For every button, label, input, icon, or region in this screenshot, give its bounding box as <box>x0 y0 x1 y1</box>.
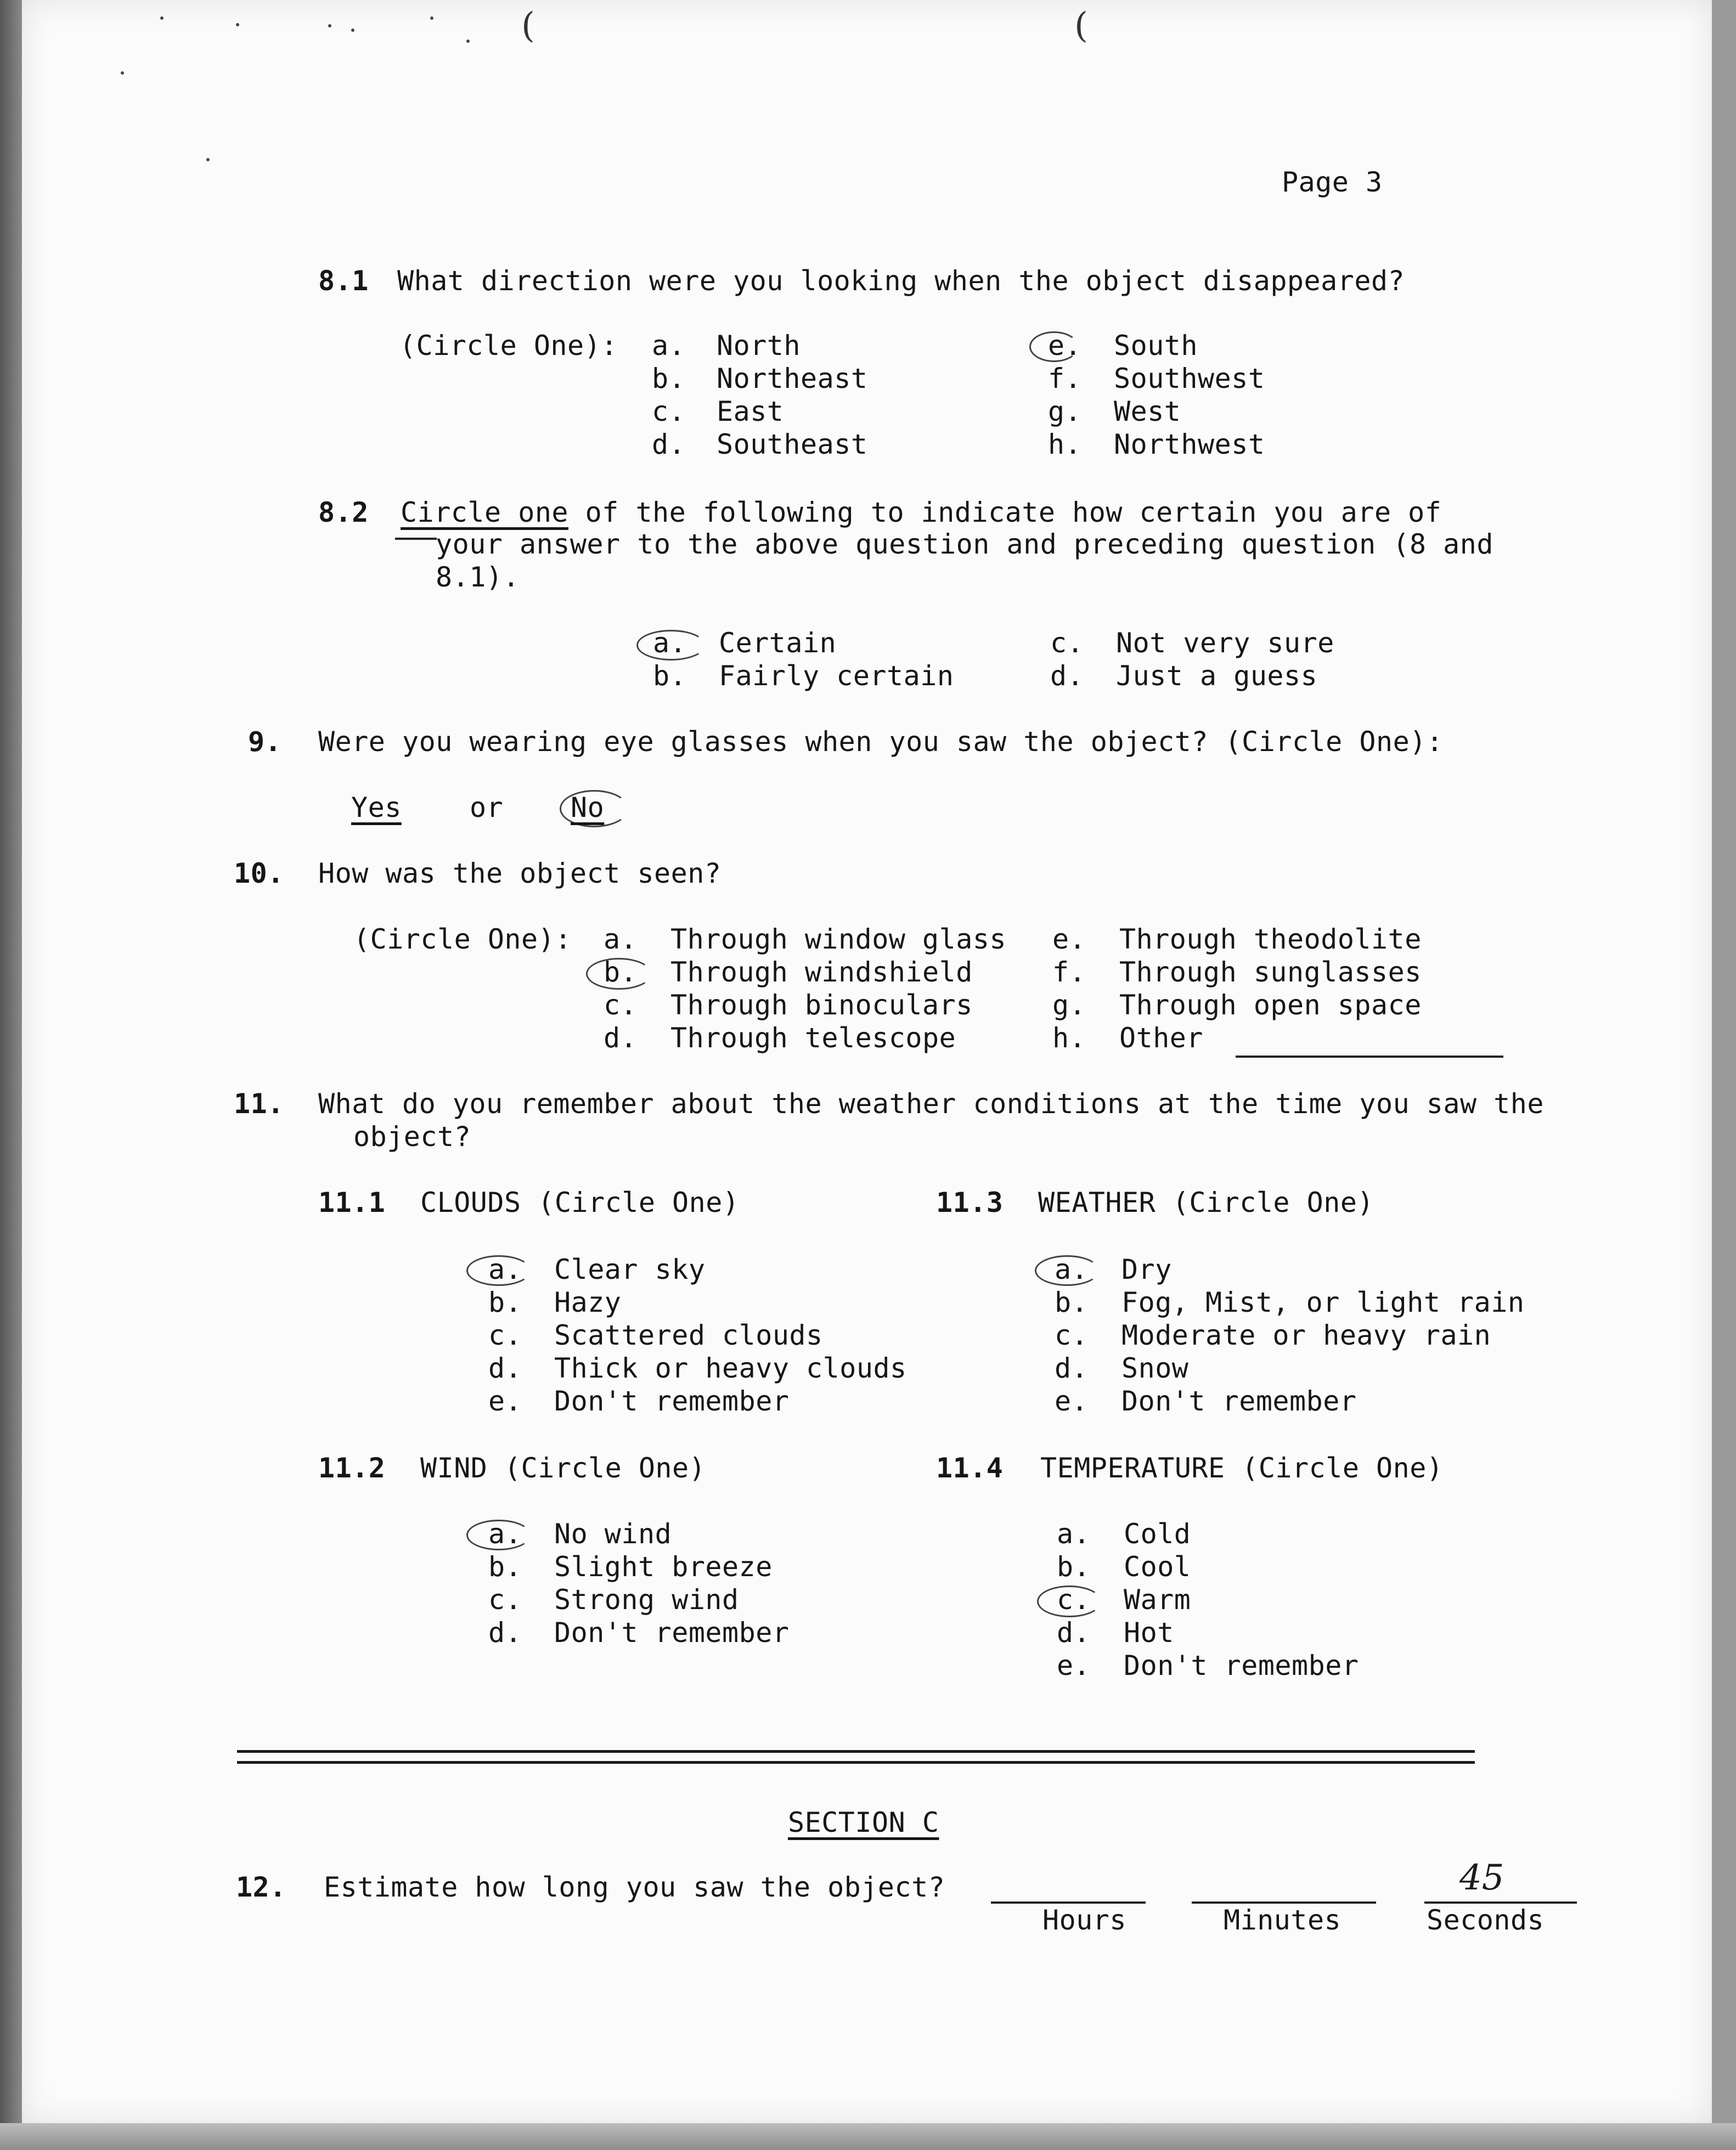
section-title: SECTION C <box>788 1807 939 1838</box>
subquestion-title: TEMPERATURE (Circle One) <box>1040 1452 1444 1484</box>
option-letter: d. <box>1050 660 1084 692</box>
question-text-line2: object? <box>353 1121 471 1153</box>
question-text: Were you wearing eye glasses when you saw the object? (Circle One): <box>318 726 1444 758</box>
option-label: Don't remember <box>1121 1385 1357 1417</box>
question-text: How was the object seen? <box>318 857 722 889</box>
option-label: Northeast <box>717 363 868 394</box>
option-letter: g. <box>1052 989 1086 1021</box>
option-letter: a. <box>653 627 687 659</box>
answer-no: No <box>571 792 605 823</box>
option-label: No wind <box>554 1518 672 1550</box>
option-letter: b. <box>1055 1286 1089 1318</box>
option-letter: c. <box>488 1584 522 1616</box>
option-letter: b. <box>1057 1551 1091 1583</box>
option-letter: b. <box>653 660 687 692</box>
option-label: Hot <box>1124 1617 1174 1649</box>
option-letter: d. <box>1055 1352 1089 1384</box>
question-number: 9. <box>248 726 282 758</box>
option-letter: a. <box>1055 1254 1089 1285</box>
option-label: Southwest <box>1114 363 1265 394</box>
option-letter: a. <box>1057 1518 1091 1550</box>
answer-or: or <box>470 792 504 823</box>
question-text-rest: of the following to indicate how certain you are of <box>568 496 1442 528</box>
option-letter: e. <box>488 1385 522 1417</box>
circle-instruction: (Circle One): <box>353 923 572 955</box>
option-letter: d. <box>1057 1617 1091 1649</box>
page-number: Page 3 <box>1282 166 1383 198</box>
speck-mark <box>430 16 433 20</box>
option-label: South <box>1114 330 1198 362</box>
subquestion-title: WIND (Circle One) <box>420 1452 706 1484</box>
option-label: Scattered clouds <box>554 1319 823 1351</box>
hours-label: Hours <box>1042 1904 1127 1936</box>
option-label: Through sunglasses <box>1119 956 1422 988</box>
option-label: Dry <box>1121 1254 1172 1285</box>
underlined-phrase: Circle one <box>401 496 569 528</box>
option-letter: c. <box>652 396 686 427</box>
option-label: Slight breeze <box>554 1551 773 1583</box>
option-letter: a. <box>488 1254 522 1285</box>
option-letter: e. <box>1048 330 1082 362</box>
scan-bottom-edge <box>0 2123 1736 2150</box>
option-label: Clear sky <box>554 1254 706 1285</box>
answer-yes: Yes <box>351 792 402 823</box>
question-text-line3: 8.1). <box>436 561 520 593</box>
option-label: North <box>717 330 801 362</box>
option-letter: d. <box>652 428 686 460</box>
question-text: What direction were you looking when the object disappeared? <box>397 265 1405 297</box>
option-label: Through open space <box>1119 989 1422 1021</box>
option-letter: a. <box>488 1518 522 1550</box>
option-label: Warm <box>1124 1584 1191 1616</box>
option-letter: c. <box>604 989 638 1021</box>
option-label: Moderate or heavy rain <box>1121 1319 1491 1351</box>
speck-mark <box>121 71 124 75</box>
stray-paren-mark: ( <box>1074 5 1088 46</box>
question-number: 8.2 <box>318 496 369 528</box>
subquestion-number: 11.1 <box>318 1187 386 1218</box>
speck-mark <box>206 158 210 161</box>
option-letter: h. <box>1052 1022 1086 1054</box>
option-label: Don't remember <box>1124 1650 1359 1681</box>
question-text: Estimate how long you saw the object? <box>324 1871 945 1903</box>
speck-mark <box>160 16 164 20</box>
subquestion-title: WEATHER (Circle One) <box>1038 1187 1374 1218</box>
option-label: Just a guess <box>1116 660 1318 692</box>
option-letter: e. <box>1055 1385 1089 1417</box>
option-label: Through windshield <box>670 956 973 988</box>
subquestion-number: 11.4 <box>936 1452 1004 1484</box>
option-letter: h. <box>1048 428 1082 460</box>
option-letter: b. <box>488 1551 522 1583</box>
option-letter: b. <box>488 1286 522 1318</box>
hand-underline-mark <box>395 538 437 540</box>
option-label: Through window glass <box>670 923 1007 955</box>
question-text <box>401 496 1441 529</box>
option-label: Don't remember <box>554 1385 790 1417</box>
option-label: Northwest <box>1114 428 1265 460</box>
option-letter: c. <box>1050 627 1084 659</box>
option-letter: e. <box>1052 923 1086 955</box>
speck-mark <box>328 24 331 27</box>
option-label: East <box>717 396 784 427</box>
option-label: Through theodolite <box>1119 923 1422 955</box>
option-label: Cold <box>1124 1518 1191 1550</box>
option-label: Don't remember <box>554 1617 790 1649</box>
option-label: Snow <box>1121 1352 1189 1384</box>
section-divider <box>237 1761 1475 1764</box>
option-label: Fog, Mist, or light rain <box>1121 1286 1525 1318</box>
option-label: Through telescope <box>670 1022 956 1054</box>
subquestion-title: CLOUDS (Circle One) <box>420 1187 740 1218</box>
option-letter: a. <box>652 330 686 362</box>
question-number: 12. <box>236 1871 286 1903</box>
option-letter: b. <box>604 956 638 988</box>
option-label: Not very sure <box>1116 627 1334 659</box>
section-divider <box>237 1750 1475 1753</box>
option-letter: e. <box>1057 1650 1091 1681</box>
seconds-label: Seconds <box>1427 1904 1545 1936</box>
option-label: Fairly certain <box>719 660 954 692</box>
subquestion-number: 11.3 <box>936 1187 1004 1218</box>
option-label: Certain <box>719 627 837 659</box>
option-letter: a. <box>604 923 638 955</box>
option-letter: d. <box>488 1352 522 1384</box>
option-label: West <box>1114 396 1181 427</box>
option-letter: c. <box>1055 1319 1089 1351</box>
option-label: Southeast <box>717 428 868 460</box>
question-number: 11. <box>234 1088 284 1120</box>
question-text-line2: your answer to the above question and preceding question (8 and <box>436 528 1493 560</box>
option-letter: d. <box>604 1022 638 1054</box>
document-page <box>22 0 1712 2123</box>
option-label: Strong wind <box>554 1584 739 1616</box>
option-label: Through binoculars <box>670 989 973 1021</box>
minutes-label: Minutes <box>1224 1904 1342 1936</box>
option-label: Other <box>1119 1022 1204 1054</box>
speck-mark <box>466 39 470 43</box>
circle-instruction: (Circle One): <box>399 330 618 362</box>
question-text: What do you remember about the weather conditions at the time you saw the <box>318 1088 1544 1120</box>
option-label: Thick or heavy clouds <box>554 1352 907 1384</box>
option-letter: c. <box>1057 1584 1091 1616</box>
option-letter: d. <box>488 1617 522 1649</box>
option-letter: f. <box>1048 363 1082 394</box>
seconds-handwritten-value[interactable]: 45 <box>1459 1858 1504 1898</box>
question-number: 8.1 <box>318 265 369 297</box>
other-fill-line[interactable] <box>1236 1056 1503 1058</box>
option-letter: b. <box>652 363 686 394</box>
option-letter: g. <box>1048 396 1082 427</box>
speck-mark <box>236 23 239 26</box>
option-label: Hazy <box>554 1286 622 1318</box>
option-letter: f. <box>1052 956 1086 988</box>
subquestion-number: 11.2 <box>318 1452 386 1484</box>
question-number: 10. <box>234 857 284 889</box>
stray-paren-mark: ( <box>521 5 535 46</box>
option-label: Cool <box>1124 1551 1191 1583</box>
scan-left-edge <box>0 0 22 2150</box>
speck-mark <box>351 29 354 32</box>
option-letter: c. <box>488 1319 522 1351</box>
